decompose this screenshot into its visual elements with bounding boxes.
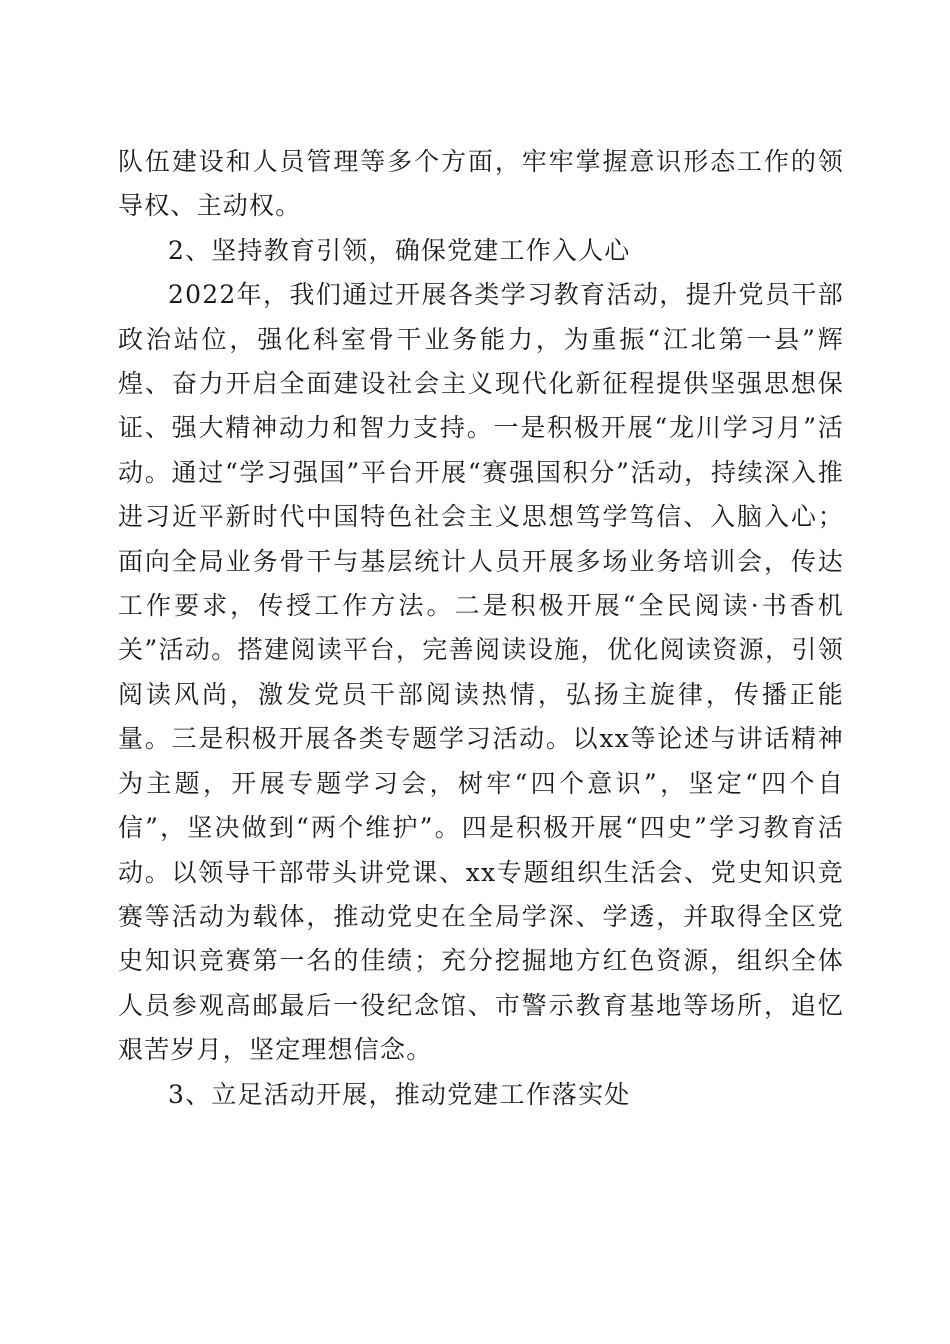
document-body [118, 140, 844, 1117]
section-heading-2: 2、坚持教育引领，确保党建工作入人心 [168, 235, 631, 265]
paragraph-continuation: 队伍建设和人员管理等多个方面，牢牢掌握意识形态工作的领导权、主动权。 [118, 147, 844, 221]
paragraph-education: 2022年，我们通过开展各类学习教育活动，提升党员干部政治站位，强化科室骨干业务能力，为重振“江北第一县”辉煌、奋力开启全面建设社会主义现代化新征程提供坚强思想保证、强大精神动力和智力支持。一是积极开展“龙川学习月”活动。通过“学习强国”平台开展“赛强国积分”活动，持续深入推进习近平新时代中国特色社会主义思想笃学笃信、入脑入心；面向全局业务骨干与基层统计人员开展多场业务培训会，传达工作要求，传授工作方法。二是积极开展“全民阅读·书香机关”活动。搭建阅读平台，完善阅读设施，优化阅读资源，引领阅读风尚，激发党员干部阅读热情，弘扬主旋律，传播正能量。三是积极开展各类专题学习活动。以xx等论述与讲话精神为主题，开展专题学习会，树牢“四个意识”，坚定“四个自信”，坚决做到“两个维护”。四是积极开展“四史”学习教育活动。以领导干部带头讲党课、xx专题组织生活会、党史知识竞赛等活动为载体，推动党史在全局学深、学透，并取得全区党史知识竞赛第一名的佳绩；充分挖掘地方红色资源，组织全体人员参观高邮最后一役纪念馆、市警示教育基地等场所，追忆艰苦岁月，坚定理想信念。 [118, 280, 844, 1065]
section-heading-3: 3、立足活动开展，推动党建工作落实处 [168, 1079, 631, 1109]
